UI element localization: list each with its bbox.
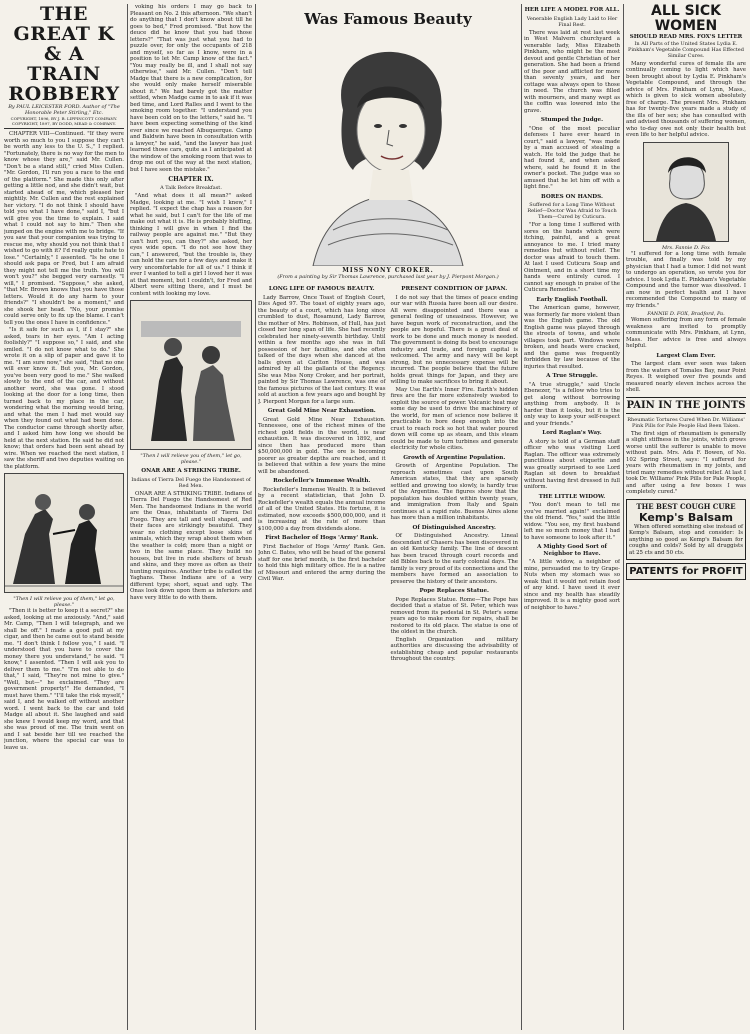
paragraph: voking his orders I may go back to Pleasant on No. 2 this afternoon. "We shan't do anything that I don't know about till he goes to bed," Fred promised. "But how the deuce did he know that you had those letters?" "That was just what you had to puzzle over, for only the occupants of 218 and myself, so far as I know, were in a position to let Mr. Camp know of the fact." "You may really be ill, and I shall not say otherwise," said Mr. Cullen. "Don't tell Madge that there is a new complication, for she would only make herself miserable about it." We had barely got the matter settled, when Madge came in to ask if it was bed time, and Lord Ralles and I went to the smoking room together. "I understand you have been cold on to the letters," said he. "I have been expecting something of the kind ever since we reached Albuquerque. Camp and Baldwin have been in consultation with a lawyer," he said, "and the lawyer has just learned those cars, quite as I anticipated at the window of the smoking room that was to drop me out of the way at the next station, but I have seen the mistake."	[130, 4, 252, 173]
her-life-text	[524, 30, 620, 115]
column-serial-2	[130, 4, 252, 1030]
patents-ad: PATENTS for PROFIT	[626, 563, 746, 580]
paragraph: "Is it safe for such as I, if I stay?" she asked, tears in her eyes. "Am I acting foolishly?" "I suppose so," I said, and she smiled. "I do not know what to do." She wrote it on a slip of paper and gave it to me. "I am sure now," she said, "that no one will ever know it. But you, Mr. Gordon, you've been very good to me." She walked slowly to the end of the car, and without another word, she was gone. I stood looking at the door for a long time, then turned back to my place in the car, wondering what the morning would bring, and what the men I had met would say when they found out what had been done. The conductor came through shortly after, and I asked him how long we should be held at the next station. He said he did not know; that orders had been sent ahead by wire. When we reached the next station, I saw the sheriff and two deputies waiting on the platform.	[4, 327, 124, 470]
serial-title-line1: THE GREAT K & A	[13, 4, 115, 65]
serial-text-c2-mid	[130, 193, 252, 297]
newspaper-page	[4, 4, 746, 1030]
illustration-caption-2: "Then I will relieve you of them," let go, please."	[140, 453, 242, 465]
paragraph: ONAR ARE A STRIKING TRIBE. Indians of Tierra Del Fuego the Handsomest of Red Men. The handsomest Indians in the world are the Onas, inhabitants of Tierra Del Fuego. They are tall and well shaped, and their faces are strikingly beautiful. They wear no clothing except loose skins of animals, which they wrap about them when the weather is cold; more than a night or two in the same place. They build no houses, but live in rude shelters of brush and skins, and they move as often as their hunting requires. Another tribe is called the Yaghans. These Indians are of a very different type; short, squat and ugly. The Onas look down upon them as inferiors and have very little to do with them.	[130, 490, 252, 601]
true-struggle-text	[524, 382, 620, 428]
ad-portrait	[643, 142, 729, 242]
kemps-balsam-title: Kemp's Balsam	[639, 510, 733, 524]
gold-mine-text	[258, 417, 386, 476]
ad-subtext: In All Parts of the United States Lydia E. Pinkham's Vegetable Compound Has Effected Similar Cures.	[628, 40, 744, 59]
little-widow-text	[524, 502, 620, 541]
column-rule	[521, 4, 522, 1030]
paragraph: First Bachelor of Hogs 'Army' Rank. Gen. John C. Bates, who will be head of the general staff for one brief month, is the first bachelor to hold this high military office. He is a native of Missouri and entered the army during the Civil War.	[258, 543, 386, 582]
serial-title-line2: TRAIN ROBBERY	[8, 63, 120, 105]
paragraph: "Then it is better to keep it a secret?" she asked, looking at me anxiously. "And," said Mr. Camp, "Then I will telegraph, and we shall be off." I made a good pull at my cigar, and then he came out to stand beside me. "I don't think I follow you," I said. "I understood that you have to cover the money there you understand," he said. "I know," I assented. "Then I will ask you to deliver them to me." "I'm not able to do that," I said, "They're not mine to give." "Well, but—" he exclaimed. "They are government property!" He demanded, "I must have them." "I'll take the risk myself," said I, and he walked off without another word. I went back to the car and told Madge all about it. She laughed and said she knew I would keep my word, and that she was proud of me. The train went on and I sat beside her till we reached the junction, where the special car was to leave us.	[4, 608, 124, 751]
serial-text-mid	[4, 327, 124, 470]
paragraph: I do not say that the times of peace ending our war with Russia have been all our desire. All were disappointed and there was a general feeling of uneasiness. However, we have begun work of reconstruction, and the people are hopeful. There is a great deal of work to be done and much money is needed. The government is doing its best to encourage industry and trade, and foreign capital is welcomed. The army and navy will be kept strong, but no unnecessary expense will be incurred. The people believe that the future holds great things for Japan, and they are willing to make sacrifices to bring it about.	[390, 294, 518, 385]
column-rule	[127, 4, 128, 1030]
paragraph: There was laid at rest last week in West Malvern churchyard a venerable lady, Miss Elizabeth Pinkham, who might be the most devout and gentle Christian of her generation. She had been a friend of the poor and afflicted for more than seventy years, and her cottage was always open to those in need. The church was filled with mourners, and many wept as the coffin was lowered into the grave.	[524, 29, 620, 114]
portrait-fox-icon	[644, 143, 728, 241]
paragraph: "I suffered for a long time with female trouble, and finally was told by my physician that I had a tumor. I did not want to undergo an operation, so wrote you for advice. I took Lydia E. Pinkham's Vegetable Compound and the tumor was dissolved. I am now in perfect health and I have recommended the Compound to many of my friends."	[626, 250, 746, 309]
paragraph: "A true struggle," said Uncle Ebenezer, "is a fellow who tries to get along without borrowing anything from anybody. It is harder than it looks, but it is the only way to keep your self-respect and your friends."	[524, 381, 620, 427]
serial-illustration	[4, 473, 124, 593]
paragraph: "For a long time I suffered with sores on the hands which were itching, painful, and a great annoyance to me. I tried many remedies but without relief. The doctor was afraid to touch them. At last I used Cuticura Soap and Ointment, and in a short time my hands were entirely cured. I cannot say enough in praise of the Cuticura Remedies."	[524, 222, 620, 293]
serial-byline: By PAUL LEICESTER FORD. Author of "The Honorable Peter Stirling," Etc.	[8, 104, 120, 116]
stumped-text	[524, 126, 620, 191]
onar-subheading: Indians of Tierra Del Fuego the Handsomest of Red Men.	[131, 476, 251, 489]
serial-text-start	[4, 131, 124, 326]
restaurants-text	[391, 637, 519, 663]
long-life-heading: LONG LIFE OF FAMOUS BEAUTY.	[268, 286, 375, 292]
sores-heading: BORES ON HANDS.	[541, 193, 603, 200]
portrait-caption: (From a painting by Sir Thomas Lawrence, purchased last year by J. Pierpont Morgan.)	[277, 274, 499, 280]
paragraph: A story is told of a German staff officer who was visiting Lord Raglan. The officer was extremely punctilious about etiquette and was greatly surprised to see Lord Raglan sit down to breakfast without having first dressed in full uniform.	[524, 438, 620, 490]
paragraph: The American game, however, was formerly far more violent than was the English game. The old English game was played through the streets of towns, and whole villages took part. Windows were broken, and heads were cracked, and the game was frequently forbidden by law because of the injuries that resulted.	[524, 305, 620, 370]
paragraph: "You don't mean to tell me you've married again!" exclaimed the old friend. "Yes," said the little widow. "You see, my first husband left me so much money that I had to have someone to look after it."	[524, 502, 620, 541]
beauty-subcolumns	[258, 283, 518, 664]
raglan-text	[524, 439, 620, 491]
serial-text-end	[4, 608, 124, 751]
stumped-heading: Stumped the Judge.	[540, 117, 604, 123]
illustration-couple-icon	[131, 301, 251, 449]
serial-text-c2-end	[130, 491, 252, 602]
paragraph: Growth of Argentine Population. The reproach sometimes cast upon South American states, that they are sparsely settled and growing too slowly, is hardly true of the Argentine. The figures show that the population has doubled within twenty years, and immigration from Italy and Spain continues at a rapid rate. Buenos Aires alone has more than a million inhabitants.	[390, 463, 518, 521]
good-neighbor-text	[524, 559, 620, 611]
serial-illustration-2	[130, 300, 252, 450]
paragraph: "And what does it all mean?" asked Madge, looking at me. "I wish I knew," I replied. "I expect the chap has a reason for what he said, but I can't for the life of me make out what it is. He is probably bluffing, thinking I will give in when I find the railway people are against me." "But they can't hurt you, can they?" she asked, her eyes wide open. "I do not see how they can," I answered, "but the trouble is, they can hold the cars for a few days and make it very uncomfortable for all of us." I think if ever I wanted to tell a girl I loved her it was at that moment, but I couldn't, for Fred and Albert were sitting there, and I must be content with looking my love.	[130, 193, 252, 297]
ad-signature: FANNIE D. FOX, Bradford, Pa.	[647, 311, 725, 317]
chapter-subheading: A Talk Before Breakfast.	[160, 185, 222, 191]
pain-subheading: Rheumatic Tortures Cured When Dr. Williams' Pink Pills for Pale People Had Been Taken.	[627, 416, 745, 429]
paragraph: Many wonderful cures of female ills are continually coming to light which have been brought about by Lydia E. Pinkham's Vegetable Compound, and through the advice of Mrs. Pinkham of Lynn, Mass., which is given to sick women absolutely free of charge. The present Mrs. Pinkham has for twenty-five years made a study of the ills of her sex; she has consulted with and advised thousands of suffering women, who to-day owe not only their health but even life to her helpful advice.	[626, 60, 746, 138]
paragraph: Women suffering from any form of female weakness are invited to promptly communicate with Mrs. Pinkham, at Lynn, Mass. Her advice is free and always helpful.	[626, 317, 746, 349]
earth-fire-text	[391, 387, 519, 452]
sores-text	[524, 222, 620, 294]
ad-after-text	[626, 317, 746, 350]
clam-heading: Largest Clam Ever.	[656, 352, 716, 359]
balsam-ad	[626, 499, 746, 561]
column-misc	[524, 4, 620, 1030]
paragraph: CHAPTER VIII—Continued. "If they were worth so much to you I suppose they can't be worth any less to the U. S.," I replied. "Fortunately, there is no way for the men to know whose they are," said Mr. Cullen. "Don't be a stand still," cried Miss Cullen. "Mr. Gordon, I'll run you a race to the end of the platform." She made this only after getting a little nod, and she didn't wait, but started ahead of me, which pleased her mightily. Mr. Cullen and the rest explained her victory. "I do not think I should have told you what I have done," said I, "but I will give you the time to explain. I said what I could not say to him." Then she jumped on the engine with me to bridge. "If you saw that your companion was trying to rescue me, why should you not think that I wished to go with it? I'd really quite hate to lose." "Certainly," I assented. "Is he one I should ask papa or Fred, but I am afraid they might not tell me the truth. You will won't you?" she begged very earnestly. "I will," I promised. "Suppose," she asked, "that Mr. Brown knows that you have those letters. Would it do any harm to your friends?" "I shouldn't be a moment," and she shook her head. "No, your promise could serve only to fix up the blame. I can't tell you the ones I have in confidence."	[4, 131, 124, 326]
ad-portrait-caption: Mrs. Fannie D. Fox	[662, 244, 710, 251]
her-life-subheading: Venerable English Lady Laid to Her Final Rest.	[526, 15, 618, 28]
beauty-subcolumn-right	[391, 283, 519, 664]
paragraph: Pope Replaces Statue. Rome—The Pope has decided that a statue of St. Peter, which was removed from its pedestal in St. Peter's some years ago to make room for repairs, shall be restored to its old place. The statue is one of the oldest in the church.	[390, 596, 518, 635]
true-struggle-heading: A True Struggle.	[546, 373, 598, 379]
paragraph: Great Gold Mine Near Exhaustion. Tennessee, one of the richest mines of the richest gold fields in the world, is near exhaustion. It was discovered in 1892, and since then has produced more than $50,000,000 in gold. The ore is becoming poorer as greater depths are reached, and it is believed that within a few years the mine will be abandoned.	[258, 416, 386, 475]
little-widow-heading: THE LITTLE WIDOW.	[538, 493, 606, 500]
column-beauty	[258, 4, 518, 1030]
paragraph: The first sign of rheumatism is generally a slight stiffness in the joints, which grows worse until the sufferer is unable to move without pain. Mrs. Ada F. Bowen, of No. 102 Spring Street, says: "I suffered for years with rheumatism in my joints, and tried many remedies without relief. At last I took Dr. Williams' Pink Pills for Pale People, and after using a few boxes I was completely cured."	[626, 430, 746, 495]
football-text	[524, 305, 620, 370]
paragraph: Lady Barrow, Once Toast of English Court, Dies Aged 97. The toast of eighty years ago, the beauty of a court, which has long since crumbled to dust, Rosamund, Lady Barrow, the mother of Mrs. Robinson, of Hull, has just closed her long span of life. She had recently celebrated her ninety-seventh birthday. Until within a few months ago she was in full possession of her faculties, and she often talked of the days when she danced at the balls given at Carlton House, and was admired by all the gallants of the Regency. She was Miss Nony Croker, and her portrait, painted by Sir Thomas Lawrence, was one of the famous pictures of the last century. It was sold at auction a few years ago and bought by J. Pierpont Morgan for a large sum.	[258, 294, 386, 405]
illustration-figures-icon	[5, 474, 123, 592]
chapter-heading: CHAPTER IX.	[168, 176, 214, 183]
ad-subheadline: SHOULD READ MRS. FOX'S LETTER	[629, 34, 743, 40]
best-cough-heading: THE BEST COUGH CURE	[636, 501, 736, 511]
japan-heading: PRESENT CONDITION OF JAPAN.	[401, 286, 508, 292]
ad-headline: ALL SICK WOMEN	[651, 4, 721, 34]
good-neighbor-heading: A Mighty Good Sort of Neighbor to Have.	[537, 544, 607, 557]
paragraph: May Use Earth's Inner Fire. Earth's hidden fires are the far more extensively wasted to exploit the source of power. Volcanic heat may some day be used to drive the machinery of the world, for men of science now believe it practicable to bore deep enough into the crust to reach rock so hot that water poured down will come up as steam, and this steam could be made to turn turbines and generate electricity for whole cities.	[390, 386, 518, 451]
ancestry-heading: Of Distinguished Ancestry.	[412, 524, 496, 531]
growth-heading: Growth of Argentine Population.	[403, 454, 506, 461]
pain-joints-heading: PAIN IN THE JOINTS	[626, 397, 746, 414]
portrait-name: MISS NONY CROKER.	[342, 267, 434, 274]
column-ads	[626, 4, 746, 1030]
growth-text	[391, 463, 519, 522]
paragraph: English Organization and military authorities are discussing the advisability of establishing cheap and popular restaurants throughout the country.	[390, 636, 518, 662]
paragraph: "One of the most peculiar defenses I have ever heard in court," said a lawyer, "was made by a man accused of stealing a watch. He told the judge that he had found it, and when asked where, said he found it in the owner's pocket. The judge was so amused that he let him off with a light fine."	[524, 125, 620, 190]
ad-intro-text	[626, 61, 746, 139]
paragraph: When offered something else instead of Kemp's Balsam, stop and consider: Is anything so good as Kemp's Balsam for coughs and colds? Sold by all druggists at 25 cts and 50 cts.	[629, 523, 743, 556]
her-life-heading: HER LIFE A MODEL FOR ALL.	[524, 7, 620, 13]
ad-letter-text	[626, 251, 746, 310]
column-serial-1	[4, 4, 124, 1030]
beauty-subcolumn-left	[258, 283, 386, 664]
paragraph: The largest clam ever seen was taken from the waters of Tomales Bay, near Point Reyes. It weighed over five pounds and measured nearly eleven inches across the shell.	[626, 361, 746, 393]
portrait-woman-icon	[273, 30, 503, 266]
rockefeller-heading: Rockefeller's Immense Wealth.	[273, 478, 371, 484]
clam-text	[626, 361, 746, 394]
bachelor-heading: First Bachelor of Hogs 'Army' Rank.	[265, 535, 379, 541]
pain-text	[626, 431, 746, 496]
raglan-heading: Lord Raglan's Way.	[542, 430, 602, 436]
gold-mine-heading: Great Gold Mine Near Exhaustion.	[267, 408, 376, 414]
ancestry-text	[391, 533, 519, 585]
serial-illustration-caption: "Then I will relieve you of them," let go, please."	[13, 596, 115, 608]
long-life-text	[258, 295, 386, 406]
serial-masthead	[4, 4, 124, 129]
bachelor-text	[258, 544, 386, 583]
column-rule	[623, 4, 624, 1030]
onar-heading: ONAR ARE A STRIKING TRIBE.	[141, 468, 241, 474]
serial-copyright: COPYRIGHT, 1896, BY J. B. LIPPINCOTT COMPANY. COPYRIGHT, 1897, BY DODD, MEAD & COMPANY.	[10, 116, 118, 126]
pope-text	[391, 597, 519, 636]
paragraph: "A little widow, a neighbor of mine, persuaded me to try Grape-Nuts when my stomach was so weak that it would not retain food of any kind. I have used it ever since and my health has steadily improved. It is a mighty good sort of neighbor to have."	[524, 559, 620, 611]
portrait-engraving	[273, 30, 503, 266]
football-heading: Early English Football.	[536, 296, 608, 303]
japan-text	[391, 295, 519, 386]
sores-subheading: Suffered for a Long Time Without Relief—Doctor Was Afraid to Touch Them—Cured by Cuticura.	[527, 202, 617, 220]
rockefeller-text	[258, 487, 386, 533]
beauty-headline: Was Famous Beauty	[304, 10, 472, 28]
paragraph: Rockefeller's Immense Wealth. It is believed by a recent statistician, that John D. Rockefeller's wealth equals the annual income of all of the United States. His fortune, it is estimated, now exceeds $500,000,000, and it is increasing at the rate of more than $100,000 a day from dividends alone.	[258, 486, 386, 532]
paragraph: Of Distinguished Ancestry. Lineal descendant of Chasers has been discovered in an old Kentucky family. The line of descent has been traced through court records and old Bibles back to the early colonial days. The family is very proud of its connections and the members have formed an association to preserve the history of their ancestors.	[390, 533, 518, 585]
column-rule	[255, 4, 256, 1030]
balsam-text	[629, 524, 743, 557]
serial-text-c2-start	[130, 4, 252, 173]
pope-heading: Pope Replaces Statue.	[419, 588, 490, 594]
